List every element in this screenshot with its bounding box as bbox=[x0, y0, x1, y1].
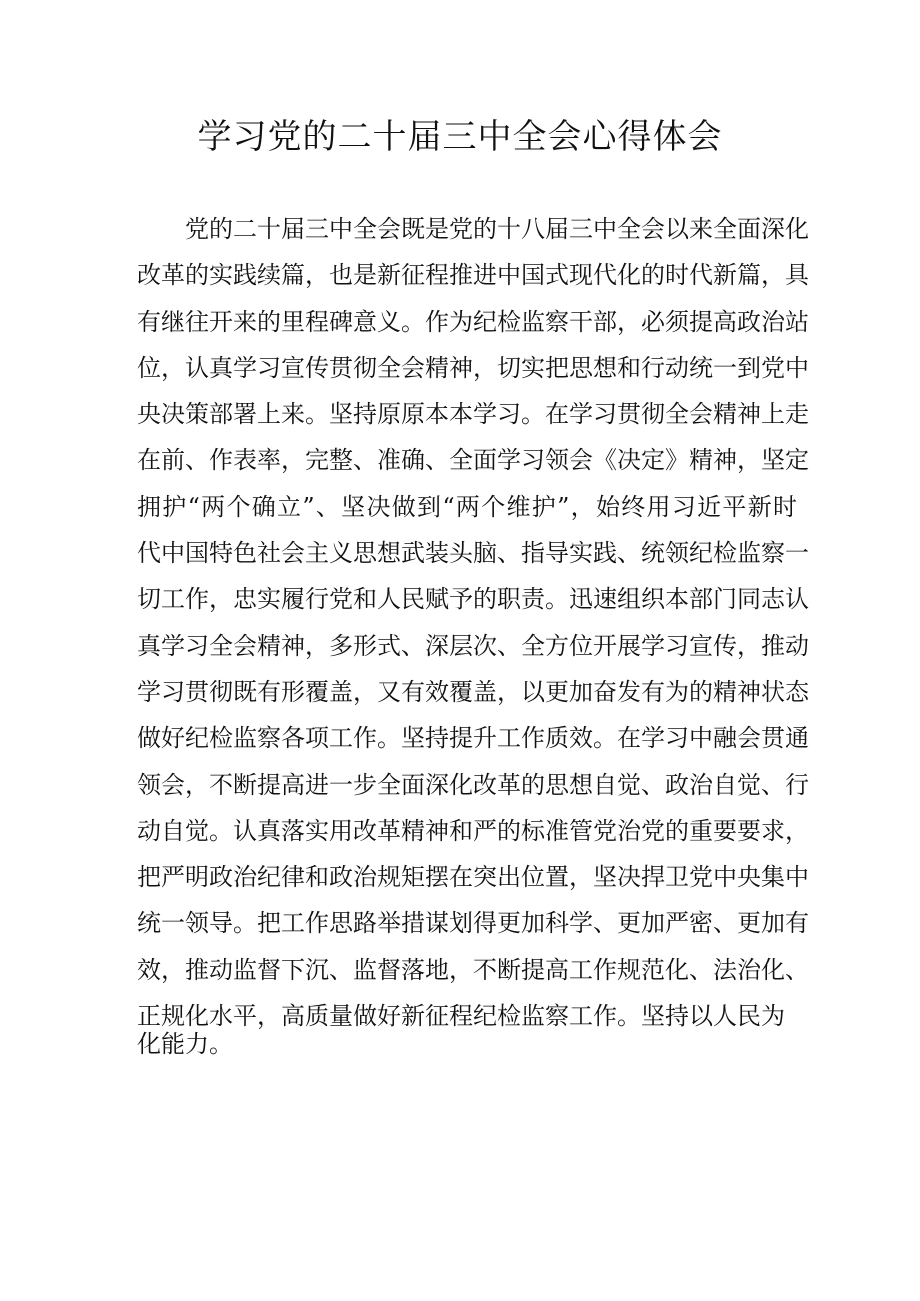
body-line: 效，推动监督下沉、监督落地，不断提高工作规范化、法治化、 bbox=[137, 955, 809, 984]
body-line: 正规化水平，高质量做好新征程纪检监察工作。坚持以人民为 bbox=[137, 1002, 785, 1031]
body-line: 统一领导。把工作思路举措谋划得更加科学、更加严密、更加有 bbox=[137, 909, 809, 938]
body-line: 动自觉。认真落实用改革精神和严的标准管党治党的重要要求， bbox=[137, 816, 809, 845]
document-title: 学习党的二十届三中全会心得体会 bbox=[197, 117, 723, 157]
body-line: 领会，不断提高进一步全面深化改革的思想自觉、政治自觉、行 bbox=[137, 770, 809, 799]
document-body bbox=[137, 206, 809, 1059]
body-line: 学习贯彻既有形覆盖，又有效覆盖，以更加奋发有为的精神状态 bbox=[137, 677, 809, 706]
body-line: 拥护“两个确立”、坚决做到“两个维护”，始终用习近平新时 bbox=[137, 492, 797, 521]
body-line: 切工作，忠实履行党和人民赋予的职责。迅速组织本部门同志认 bbox=[137, 585, 809, 614]
body-line: 在前、作表率，完整、准确、全面学习领会《决定》精神，坚定 bbox=[137, 446, 809, 475]
body-line: 做好纪检监察各项工作。坚持提升工作质效。在学习中融会贯通 bbox=[137, 724, 809, 753]
body-line: 化能力。 bbox=[137, 1030, 233, 1059]
body-line: 位，认真学习宣传贯彻全会精神，切实把思想和行动统一到党中 bbox=[137, 353, 809, 382]
body-line: 把严明政治纪律和政治规矩摆在突出位置，坚决捍卫党中央集中 bbox=[137, 863, 809, 892]
body-line: 有继往开来的里程碑意义。作为纪检监察干部，必须提高政治站 bbox=[137, 307, 809, 336]
body-line: 改革的实践续篇，也是新征程推进中国式现代化的时代新篇，具 bbox=[137, 261, 809, 290]
body-line: 真学习全会精神，多形式、深层次、全方位开展学习宣传，推动 bbox=[137, 631, 809, 660]
body-line: 央决策部署上来。坚持原原本本学习。在学习贯彻全会精神上走 bbox=[137, 400, 809, 429]
body-line: 党的二十届三中全会既是党的十八届三中全会以来全面深化 bbox=[185, 215, 809, 243]
body-line: 代中国特色社会主义思想武装头脑、指导实践、统领纪检监察一 bbox=[137, 539, 809, 568]
